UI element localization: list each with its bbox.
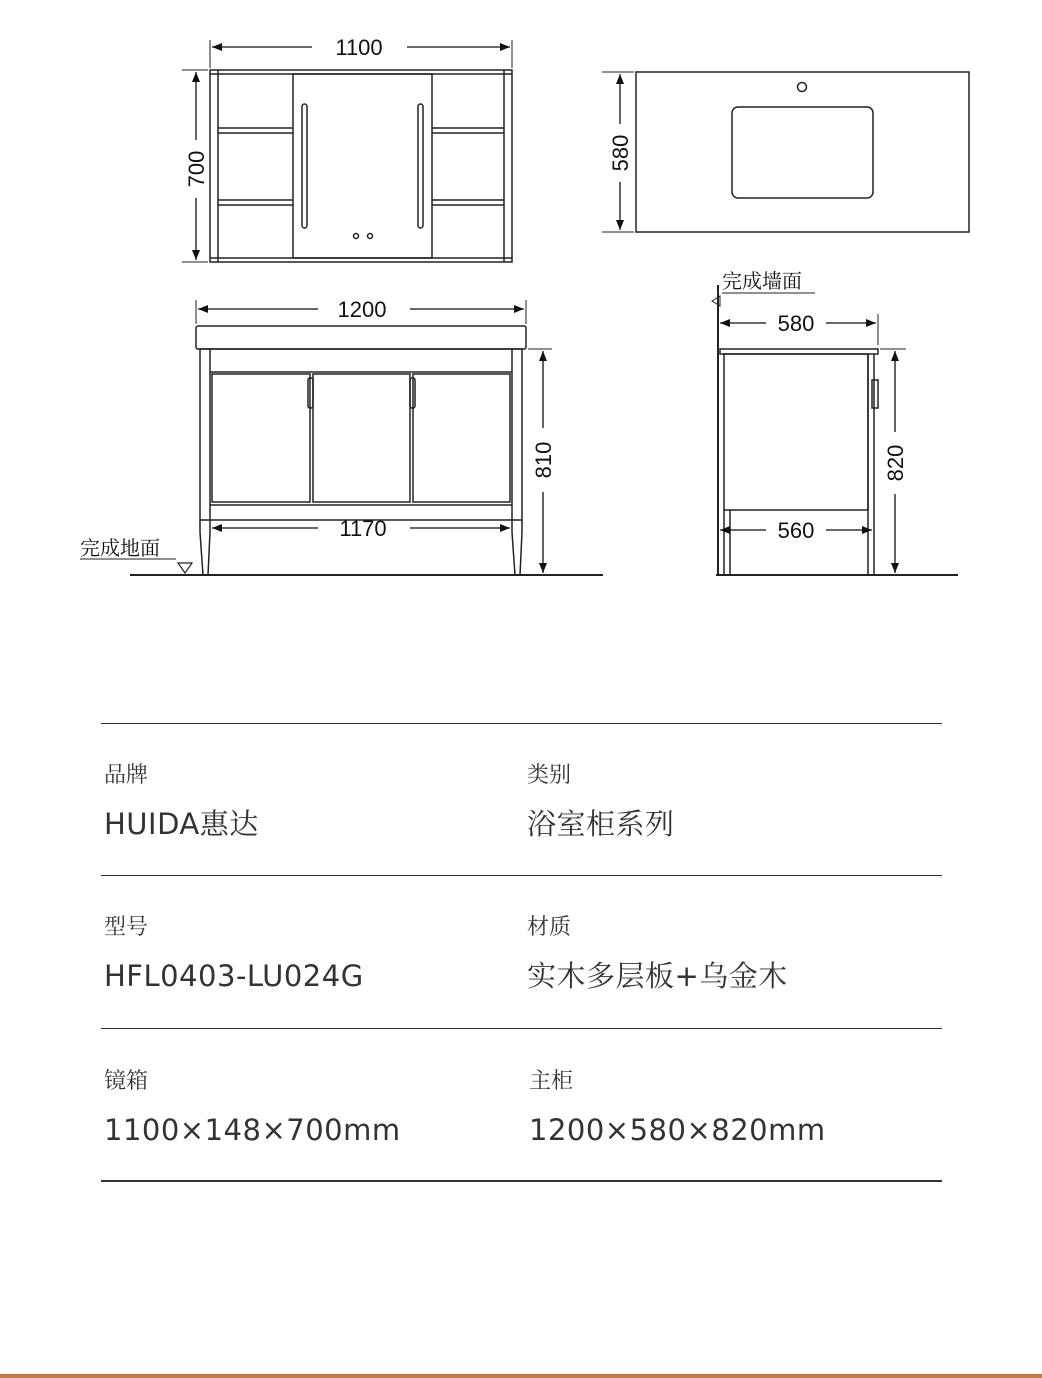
- spec-value: HFL0403-LU024G: [104, 959, 364, 993]
- spec-brand: [104, 763, 259, 841]
- side-bottom-depth-label: 560: [777, 518, 815, 543]
- spec-label: 主柜: [529, 1069, 574, 1094]
- spec-main-cabinet: [529, 1069, 826, 1147]
- mirror-cabinet-front: [210, 70, 512, 262]
- spec-label: 材质: [527, 915, 572, 940]
- cabinet-width-label: 1200: [337, 297, 387, 322]
- spec-category: [527, 763, 675, 841]
- spec-model: [104, 915, 364, 993]
- spec-label: 品牌: [104, 763, 149, 788]
- spec-label: 镜箱: [104, 1069, 149, 1094]
- table-rule: [101, 875, 942, 876]
- countertop-top-view: [636, 72, 969, 232]
- spec-value: 浴室柜系列: [527, 807, 675, 841]
- cabinet-height-label: 810: [531, 441, 556, 479]
- side-top-depth-label: 580: [777, 311, 815, 336]
- accent-bar: [0, 1374, 1042, 1378]
- spec-material: [527, 915, 788, 993]
- technical-drawing: [0, 0, 1042, 620]
- mirror-width-label: 1100: [335, 35, 383, 60]
- cabinet-inner-width-label: 1170: [339, 516, 387, 541]
- spec-value: 1100×148×700mm: [104, 1113, 401, 1147]
- table-rule: [101, 1028, 942, 1029]
- side-height-label: 820: [883, 444, 908, 482]
- wall-label: 完成墙面: [722, 271, 802, 293]
- spec-label: 型号: [104, 915, 149, 940]
- spec-label: 类别: [527, 763, 572, 788]
- spec-value: HUIDA惠达: [104, 807, 259, 841]
- floor-label: 完成地面: [80, 538, 160, 560]
- table-rule-bottom: [101, 1180, 942, 1182]
- mirror-height-label: 700: [184, 150, 209, 188]
- spec-value: 1200×580×820mm: [529, 1113, 826, 1147]
- countertop-depth-label: 580: [608, 134, 633, 172]
- spec-mirror-cabinet: [104, 1069, 401, 1147]
- table-rule-top: [101, 723, 942, 724]
- spec-value: 实木多层板+乌金木: [527, 959, 788, 993]
